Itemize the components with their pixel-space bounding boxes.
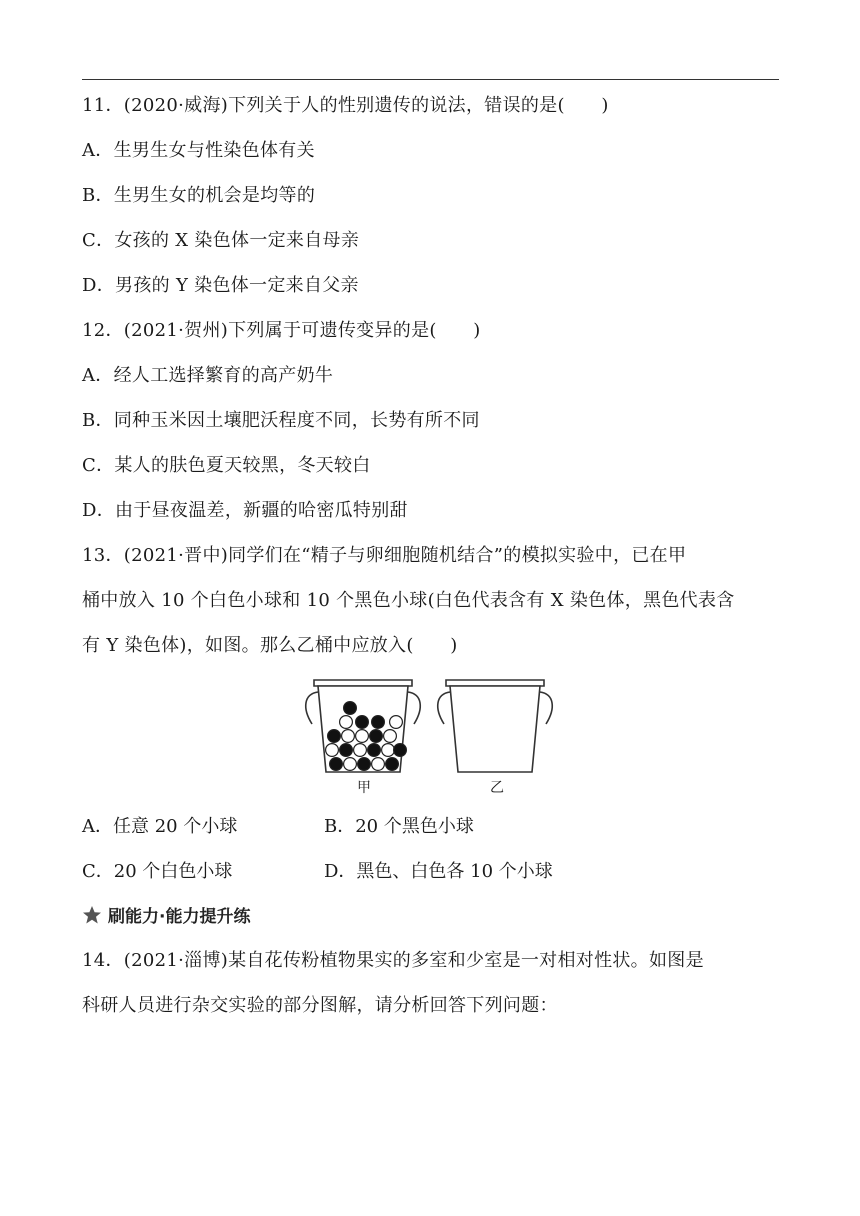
section-title: 刷能力·能力提升练 — [108, 907, 251, 927]
white-ball — [354, 744, 367, 757]
bucket-figure — [300, 676, 560, 800]
white-ball — [390, 716, 403, 729]
q12-option-c: C．某人的肤色夏天较黑，冬天较白 — [82, 455, 371, 476]
q12-option-a: A．经人工选择繁育的高产奶牛 — [82, 365, 334, 386]
q14-stem-line1: 14．(2021·淄博)某自花传粉植物果实的多室和少室是一对相对性状。如图是 — [82, 950, 704, 971]
black-ball — [370, 730, 383, 743]
q13-stem-line2: 桶中放入 10 个白色小球和 10 个黑色小球(白色代表含有 X 染色体，黑色代表含 — [82, 590, 735, 611]
q14-stem-line2: 科研人员进行杂交实验的部分图解，请分析回答下列问题： — [82, 995, 558, 1016]
q13-option-c: C．20 个白色小球 — [82, 861, 233, 882]
white-ball — [342, 730, 355, 743]
black-ball — [358, 758, 371, 771]
black-ball — [368, 744, 381, 757]
black-ball — [344, 702, 357, 715]
section-header — [82, 902, 250, 927]
black-ball — [394, 744, 407, 757]
star-icon — [82, 905, 102, 925]
q11-option-d: D．男孩的 Y 染色体一定来自父亲 — [82, 275, 359, 296]
q13-option-d: D．黑色、白色各 10 个小球 — [324, 861, 553, 882]
white-ball — [382, 744, 395, 757]
black-ball — [356, 716, 369, 729]
white-ball — [344, 758, 357, 771]
black-ball — [328, 730, 341, 743]
q11-option-b: B．生男生女的机会是均等的 — [82, 185, 316, 206]
figure-label-yi: 乙 — [490, 780, 504, 796]
q11-option-a: A．生男生女与性染色体有关 — [82, 140, 315, 161]
q13-option-a: A．任意 20 个小球 — [82, 816, 238, 837]
q13-stem-line1: 13．(2021·晋中)同学们在“精子与卵细胞随机结合”的模拟实验中，已在甲 — [82, 545, 687, 566]
q13-stem-line3: 有 Y 染色体)，如图。那么乙桶中应放入( ) — [82, 635, 458, 656]
white-ball — [372, 758, 385, 771]
q11-option-c: C．女孩的 X 染色体一定来自母亲 — [82, 230, 360, 251]
white-ball — [356, 730, 369, 743]
q12-option-b: B．同种玉米因土壤肥沃程度不同，长势有所不同 — [82, 410, 480, 431]
black-ball — [372, 716, 385, 729]
white-ball — [340, 716, 353, 729]
q11-stem: 11．(2020·威海)下列关于人的性别遗传的说法，错误的是( ) — [82, 95, 609, 116]
figure-label-jia: 甲 — [357, 780, 371, 796]
black-ball — [340, 744, 353, 757]
black-ball — [386, 758, 399, 771]
top-rule — [82, 79, 779, 80]
bucket-yi — [438, 680, 553, 772]
q13-option-b: B．20 个黑色小球 — [324, 816, 474, 837]
bucket-illustration — [300, 676, 560, 800]
black-ball — [330, 758, 343, 771]
q12-stem: 12．(2021·贺州)下列属于可遗传变异的是( ) — [82, 320, 481, 341]
white-ball — [384, 730, 397, 743]
q12-option-d: D．由于昼夜温差，新疆的哈密瓜特别甜 — [82, 500, 408, 521]
white-ball — [326, 744, 339, 757]
